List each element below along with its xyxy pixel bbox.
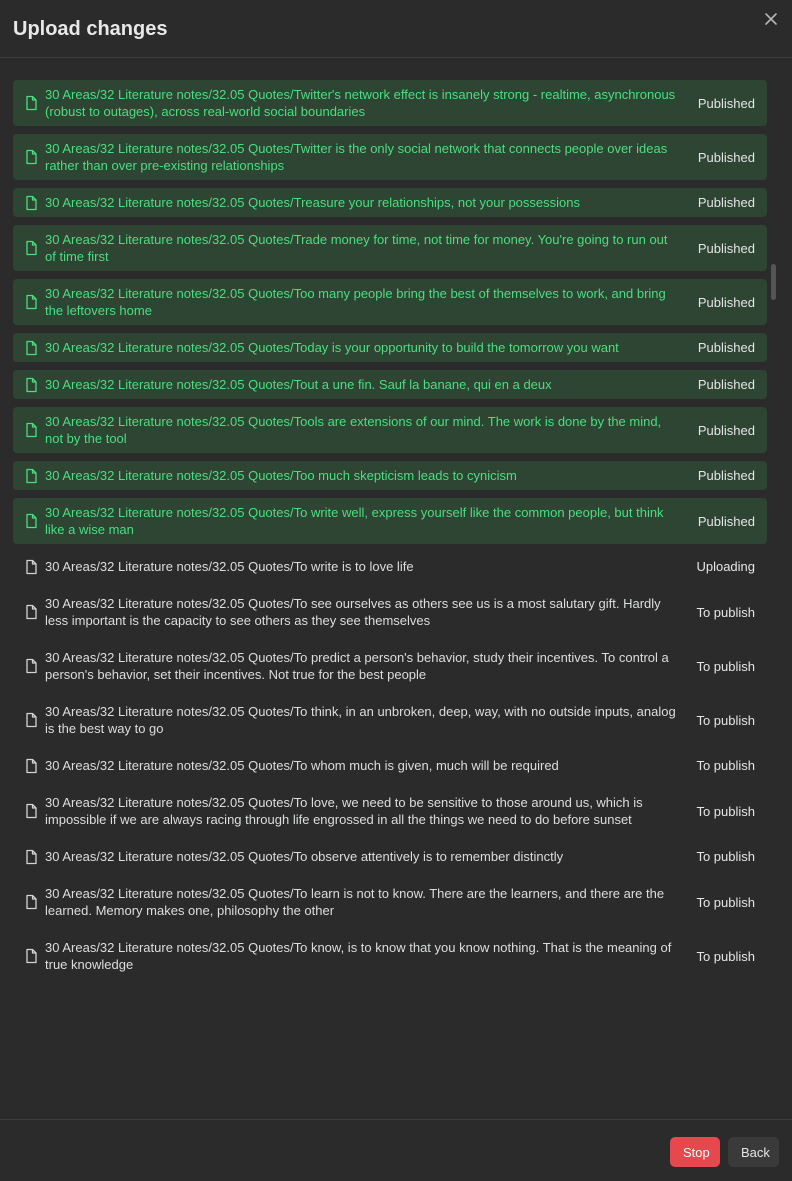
file-icon (23, 95, 39, 111)
file-path: 30 Areas/32 Literature notes/32.05 Quotes/Tout a une fin. Sauf la banane, qui en a deux (45, 377, 552, 392)
file-row (13, 842, 767, 871)
file-row (13, 933, 767, 971)
file-icon (23, 294, 39, 310)
close-icon[interactable] (764, 12, 778, 26)
file-status: Published (697, 377, 755, 392)
file-status: Published (697, 240, 755, 256)
file-status: To publish (696, 604, 755, 620)
file-icon (23, 758, 39, 774)
file-row (13, 788, 767, 834)
file-status: Uploading (696, 559, 755, 574)
file-path: 30 Areas/32 Literature notes/32.05 Quotes/Today is your opportunity to build the tomorrow you want (45, 340, 619, 355)
file-icon (23, 422, 39, 438)
file-icon (23, 149, 39, 165)
file-path: 30 Areas/32 Literature notes/32.05 Quotes/Too much skepticism leads to cynicism (45, 468, 517, 483)
file-row (13, 333, 767, 362)
file-icon (23, 894, 39, 910)
file-icon (23, 377, 39, 393)
stop-button[interactable]: Stop (670, 1137, 720, 1167)
file-path: 30 Areas/32 Literature notes/32.05 Quotes/Trade money for time, not time for money. You're going to run out of time first (45, 232, 668, 264)
file-icon (23, 340, 39, 356)
file-path: 30 Areas/32 Literature notes/32.05 Quotes/Twitter's network effect is insanely strong - realtime, asynchronous (robust to outages), across real-world social boundaries (45, 87, 676, 119)
file-icon (23, 195, 39, 211)
file-icon (23, 240, 39, 256)
file-path: 30 Areas/32 Literature notes/32.05 Quotes/Too many people bring the best of themselves to work, and bring the leftovers home (45, 286, 666, 318)
file-status: Published (697, 95, 755, 111)
file-row (13, 751, 767, 780)
file-icon (23, 849, 39, 865)
file-list[interactable] (13, 80, 767, 972)
file-path: 30 Areas/32 Literature notes/32.05 Quotes/To love, we need to be sensitive to those around us, which is impossible if we are always racing through life engrossed in all the things we need to do before sunset (45, 795, 643, 827)
file-path: 30 Areas/32 Literature notes/32.05 Quotes/To know, is to know that you know nothing. That is the meaning of true knowledge (45, 940, 672, 972)
file-row (13, 188, 767, 217)
file-status: To publish (696, 803, 755, 819)
file-status: Published (697, 468, 755, 483)
file-row (13, 461, 767, 490)
file-row (13, 370, 767, 399)
file-row (13, 279, 767, 325)
file-path: 30 Areas/32 Literature notes/32.05 Quotes/To predict a person's behavior, study their incentives. To control a person's behavior, set their incentives. Not true for the best people (45, 650, 669, 682)
file-status: Published (697, 149, 755, 165)
modal-title: Upload changes (13, 18, 168, 40)
file-path: 30 Areas/32 Literature notes/32.05 Quotes/To see ourselves as others see us is a most salutary gift. Hardly less important is the capacity to see others as they see themselves (45, 596, 661, 628)
modal-footer (0, 1119, 792, 1181)
scrollbar-thumb[interactable] (771, 264, 776, 300)
file-status: Published (697, 513, 755, 529)
file-path: 30 Areas/32 Literature notes/32.05 Quotes/To write well, express yourself like the common people, but think like a wise man (45, 505, 664, 537)
file-status: Published (697, 195, 755, 210)
file-path: 30 Areas/32 Literature notes/32.05 Quotes/To whom much is given, much will be required (45, 758, 559, 773)
file-icon (23, 604, 39, 620)
file-status: Published (697, 340, 755, 355)
file-row (13, 552, 767, 581)
file-status: To publish (696, 894, 755, 910)
file-icon (23, 712, 39, 728)
file-row (13, 225, 767, 271)
file-row (13, 697, 767, 743)
file-path: 30 Areas/32 Literature notes/32.05 Quotes/Tools are extensions of our mind. The work is done by the mind, not by the tool (45, 414, 662, 446)
file-row (13, 498, 767, 544)
file-row (13, 134, 767, 180)
file-row (13, 80, 767, 126)
back-button[interactable]: Back (728, 1137, 779, 1167)
file-row (13, 643, 767, 689)
file-icon (23, 468, 39, 484)
file-path: 30 Areas/32 Literature notes/32.05 Quotes/To learn is not to know. There are the learners, and there are the learned. Memory makes one, philosophy the other (45, 886, 665, 918)
file-row (13, 589, 767, 635)
file-icon (23, 658, 39, 674)
file-path: 30 Areas/32 Literature notes/32.05 Quotes/To write is to love life (45, 559, 414, 574)
modal-header (0, 0, 792, 58)
file-status: To publish (696, 712, 755, 728)
file-status: To publish (696, 849, 755, 864)
file-path: 30 Areas/32 Literature notes/32.05 Quotes/To think, in an unbroken, deep, way, with no outside inputs, analog is the best way to go (45, 704, 676, 736)
file-icon (23, 559, 39, 575)
file-path: 30 Areas/32 Literature notes/32.05 Quotes/Treasure your relationships, not your possessions (45, 195, 580, 210)
file-icon (23, 803, 39, 819)
file-status: Published (697, 422, 755, 438)
file-status: Published (697, 294, 755, 310)
file-icon (23, 948, 39, 964)
file-path: 30 Areas/32 Literature notes/32.05 Quotes/To observe attentively is to remember distinctly (45, 849, 564, 864)
file-status: To publish (696, 949, 755, 964)
file-row (13, 407, 767, 453)
file-path: 30 Areas/32 Literature notes/32.05 Quotes/Twitter is the only social network that connects people over ideas rather than over pre-existing relationships (45, 141, 668, 173)
file-status: To publish (696, 758, 755, 773)
file-icon (23, 513, 39, 529)
file-status: To publish (696, 658, 755, 674)
file-row (13, 879, 767, 925)
